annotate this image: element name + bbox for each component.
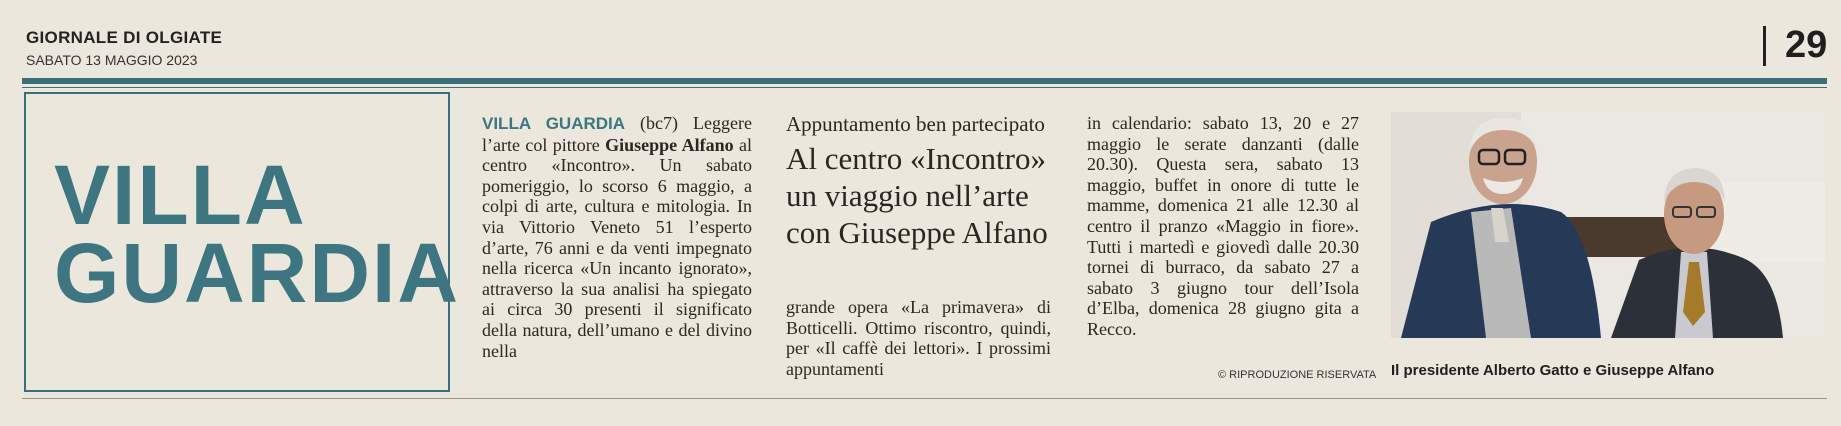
section-box (24, 92, 460, 392)
photo-caption: Il presidente Alberto Gatto e Giuseppe Alfano (1391, 362, 1715, 379)
article-column-3: in calendario: sabato 13, 20 e 27 maggio le serate danzanti (dalle 20.30). Questa sera, sabato 13 maggio, buffet in onore di tutte le mamme, domenica 21 alle 12.30 al centro il pranzo «Maggio in fiore». Tutti i martedì e giovedì dalle 20.30 tornei di burraco, da sabato 27 a sabato 3 giugno tour dell’Isola d’Elba, domenica 28 giugno gita a Recco. (1087, 113, 1359, 339)
section-title-line2: GUARDIA (54, 226, 460, 320)
article-subhead: Appuntamento ben partecipato (786, 112, 1045, 136)
article-intro: Leggere l’arte col pittore (482, 113, 753, 155)
top-rule (22, 78, 1827, 84)
artist-name: Giuseppe Alfano (605, 134, 734, 155)
article-photo (1391, 112, 1825, 338)
photo-illustration (1391, 112, 1825, 338)
section-title-line1: VILLA (54, 148, 307, 242)
page-number: 29 (1785, 24, 1828, 66)
bottom-rule (22, 398, 1827, 399)
issue-date: SABATO 13 MAGGIO 2023 (26, 52, 198, 68)
article-headline: Al centro «Incontro» un viaggio nell’arte con Giuseppe Alfano (786, 141, 1048, 250)
copyright-notice: © RIPRODUZIONE RISERVATA (1218, 369, 1377, 381)
page-divider (1763, 26, 1766, 66)
article-kicker: VILLA GUARDIA (482, 114, 626, 133)
newspaper-name: GIORNALE DI OLGIATE (26, 28, 223, 47)
top-rule-thin (22, 87, 1827, 88)
article-body-col1: al centro «Incontro». Un sabato pomeriggio, lo scorso 6 maggio, a colpi di arte, cultura e mitologia. In via Vittorio Veneto 51 l’esperto d’arte, 76 anni e da venti impegnato nella ricerca «Un incanto ignorato», attraverso la sua analisi ha spiegato ai circa 30 presenti il significato della natura, dell’umano e del divino nella (482, 134, 752, 361)
article-column-1 (482, 113, 752, 361)
article-column-2: grande opera «La primavera» di Botticelli. Ottimo riscontro, quindi, per «Il caffè dei lettori». I prossimi appuntamenti (786, 297, 1051, 379)
article-byline: (bc7) (625, 113, 694, 133)
section-title (54, 148, 460, 320)
